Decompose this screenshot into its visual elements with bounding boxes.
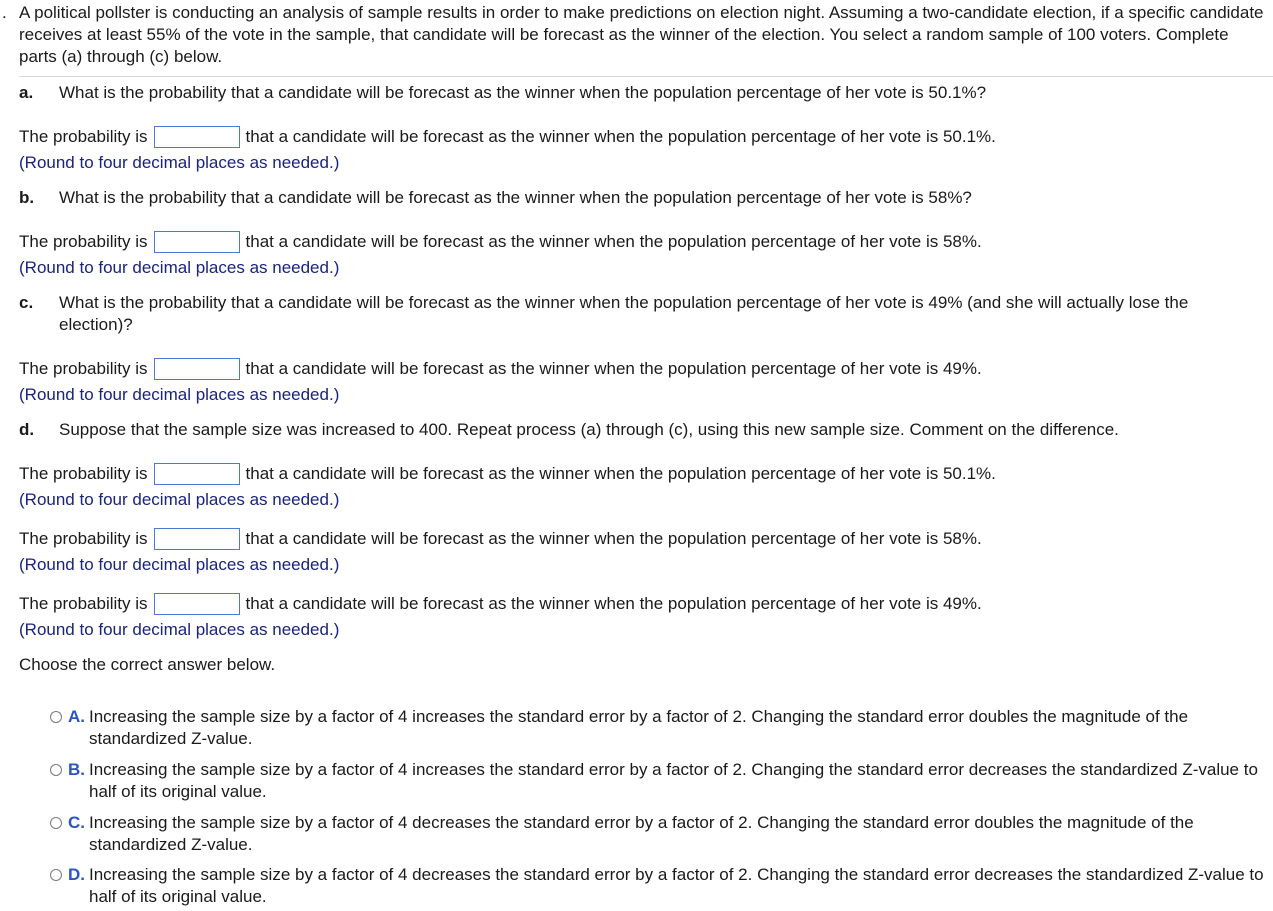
choice-letter: C. [68, 813, 85, 832]
part-d-letter: d. [19, 420, 35, 439]
answer-input-d2[interactable] [154, 528, 240, 550]
answer-prefix: The probability is [19, 127, 148, 146]
part-a-letter: a. [19, 83, 34, 102]
answer-suffix: that a candidate will be forecast as the winner when the population percentage of her vote is 58%. [245, 232, 982, 251]
choose-prompt: Choose the correct answer below. [19, 655, 276, 674]
choice-letter: B. [68, 760, 85, 779]
part-b-question: What is the probability that a candidate will be forecast as the winner when the population percentage of her vote is 58%? [59, 188, 972, 207]
choice-letter: D. [68, 865, 85, 884]
choice-letter: A. [68, 707, 85, 726]
choice-a[interactable] [50, 706, 1264, 750]
answer-input-c[interactable] [154, 358, 240, 380]
answer-input-d3[interactable] [154, 593, 240, 615]
choice-d[interactable] [50, 864, 1264, 908]
radio-button-icon[interactable] [50, 817, 62, 829]
answer-input-b[interactable] [154, 231, 240, 253]
answer-row-d3 [19, 593, 982, 615]
radio-button-icon[interactable] [50, 711, 62, 723]
answer-row-d1 [19, 463, 996, 485]
answer-suffix: that a candidate will be forecast as the winner when the population percentage of her vote is 50.1%. [245, 464, 996, 483]
answer-row-c [19, 358, 982, 380]
round-hint: (Round to four decimal places as needed.) [19, 153, 340, 172]
problem-statement: A political pollster is conducting an analysis of sample results in order to make predictions on election night. Assuming a two-candidate election, if a specific candidate receives at least 55% of the vote in the sample, that candidate will be forecast as the winner of the election. You select a random sample of 100 voters. Complete parts (a) through (c) below. [19, 3, 1264, 66]
answer-suffix: that a candidate will be forecast as the winner when the population percentage of her vote is 58%. [245, 529, 982, 548]
round-hint: (Round to four decimal places as needed.) [19, 258, 340, 277]
answer-prefix: The probability is [19, 594, 148, 613]
answer-suffix: that a candidate will be forecast as the winner when the population percentage of her vote is 49%. [245, 359, 982, 378]
divider [19, 76, 1273, 77]
answer-prefix: The probability is [19, 232, 148, 251]
part-c-letter: c. [19, 293, 34, 312]
choice-text: Increasing the sample size by a factor of 4 decreases the standard error by a factor of 2. Changing the standard error doubles the magnitude of the standardized Z-value. [89, 813, 1194, 854]
choice-b[interactable] [50, 759, 1264, 803]
answer-suffix: that a candidate will be forecast as the winner when the population percentage of her vote is 49%. [245, 594, 982, 613]
answer-input-a[interactable] [154, 126, 240, 148]
radio-button-icon[interactable] [50, 869, 62, 881]
answer-row-a [19, 126, 996, 148]
round-hint: (Round to four decimal places as needed.) [19, 385, 340, 404]
round-hint: (Round to four decimal places as needed.) [19, 490, 340, 509]
answer-row-d2 [19, 528, 982, 550]
choice-text: Increasing the sample size by a factor of 4 increases the standard error by a factor of 2. Changing the standard error doubles the magnitude of the standardized Z-value. [89, 707, 1189, 748]
answer-prefix: The probability is [19, 359, 148, 378]
choice-text: Increasing the sample size by a factor of 4 decreases the standard error by a factor of 2. Changing the standard error decreases the standardized Z-value to half of its original value. [89, 865, 1264, 906]
radio-button-icon[interactable] [50, 764, 62, 776]
answer-row-b [19, 231, 982, 253]
part-b-letter: b. [19, 188, 35, 207]
answer-prefix: The probability is [19, 464, 148, 483]
part-c-question: What is the probability that a candidate will be forecast as the winner when the population percentage of her vote is 49% (and she will actually lose the election)? [59, 293, 1189, 334]
answer-prefix: The probability is [19, 529, 148, 548]
round-hint: (Round to four decimal places as needed.) [19, 555, 340, 574]
round-hint: (Round to four decimal places as needed.) [19, 620, 340, 639]
choice-text: Increasing the sample size by a factor of 4 increases the standard error by a factor of 2. Changing the standard error decreases the standardized Z-value to half of its original value. [89, 760, 1258, 801]
part-d-question: Suppose that the sample size was increased to 400. Repeat process (a) through (c), using this new sample size. Comment on the difference. [59, 420, 1119, 439]
question-marker: . [2, 3, 7, 22]
part-a-question: What is the probability that a candidate will be forecast as the winner when the population percentage of her vote is 50.1%? [59, 83, 987, 102]
answer-input-d1[interactable] [154, 463, 240, 485]
choice-c[interactable] [50, 812, 1264, 856]
answer-suffix: that a candidate will be forecast as the winner when the population percentage of her vote is 50.1%. [245, 127, 996, 146]
